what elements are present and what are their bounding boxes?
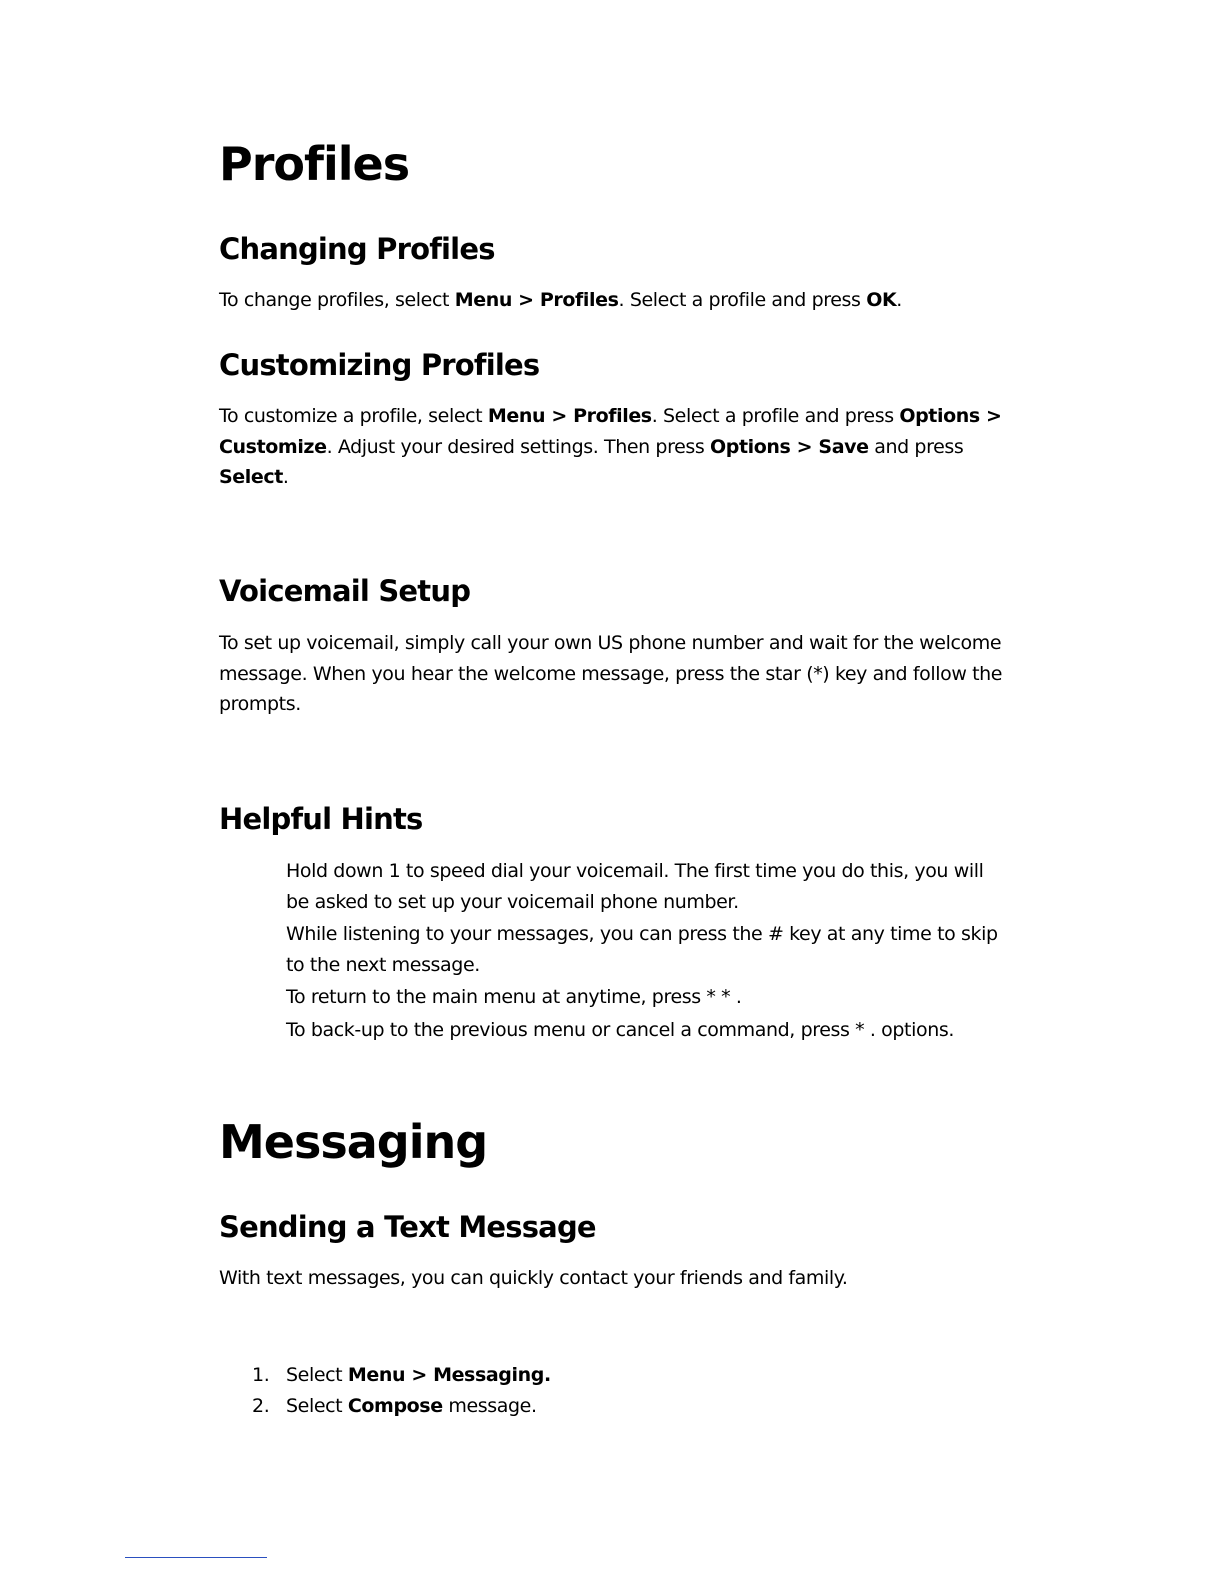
messaging-title: Messaging <box>219 1115 488 1169</box>
helpful-hints-heading: Helpful Hints <box>219 802 423 836</box>
sending-text-message-heading: Sending a Text Message <box>219 1210 596 1244</box>
step-number: 1. <box>252 1364 270 1386</box>
helpful-hints-list <box>286 856 1006 1047</box>
step-item: 2. Select Compose message. <box>252 1391 972 1422</box>
hint-item: To return to the main menu at anytime, press * * . <box>286 986 742 1008</box>
sending-text-message-intro: With text messages, you can quickly contact your friends and family. <box>219 1267 848 1289</box>
changing-profiles-paragraph: To change profiles, select Menu > Profiles. Select a profile and press OK. <box>219 289 902 311</box>
customizing-profiles-paragraph: To customize a profile, select Menu > Profiles. Select a profile and press Options > Customize. Adjust your desired settings. Then press Options > Save and press Select. <box>219 405 1002 488</box>
footnote-separator <box>125 1557 267 1558</box>
hint-item: While listening to your messages, you can press the # key at any time to skip to the next message. <box>286 923 998 976</box>
profiles-title: Profiles <box>219 137 410 191</box>
hint-item: Hold down 1 to speed dial your voicemail. The first time you do this, you will be asked to set up your voicemail phone number. <box>286 860 984 913</box>
voicemail-setup-heading: Voicemail Setup <box>219 574 471 608</box>
voicemail-setup-paragraph: To set up voicemail, simply call your own US phone number and wait for the welcome message. When you hear the welcome message, press the star (*) key and follow the prompts. <box>219 632 1003 715</box>
changing-profiles-heading: Changing Profiles <box>219 232 495 266</box>
hint-item: To back-up to the previous menu or cancel a command, press * . options. <box>286 1018 954 1041</box>
customizing-profiles-heading: Customizing Profiles <box>219 348 540 382</box>
step-item: 1. Select Menu > Messaging. <box>252 1360 972 1391</box>
step-number: 2. <box>252 1394 270 1417</box>
steps-list <box>252 1360 972 1421</box>
